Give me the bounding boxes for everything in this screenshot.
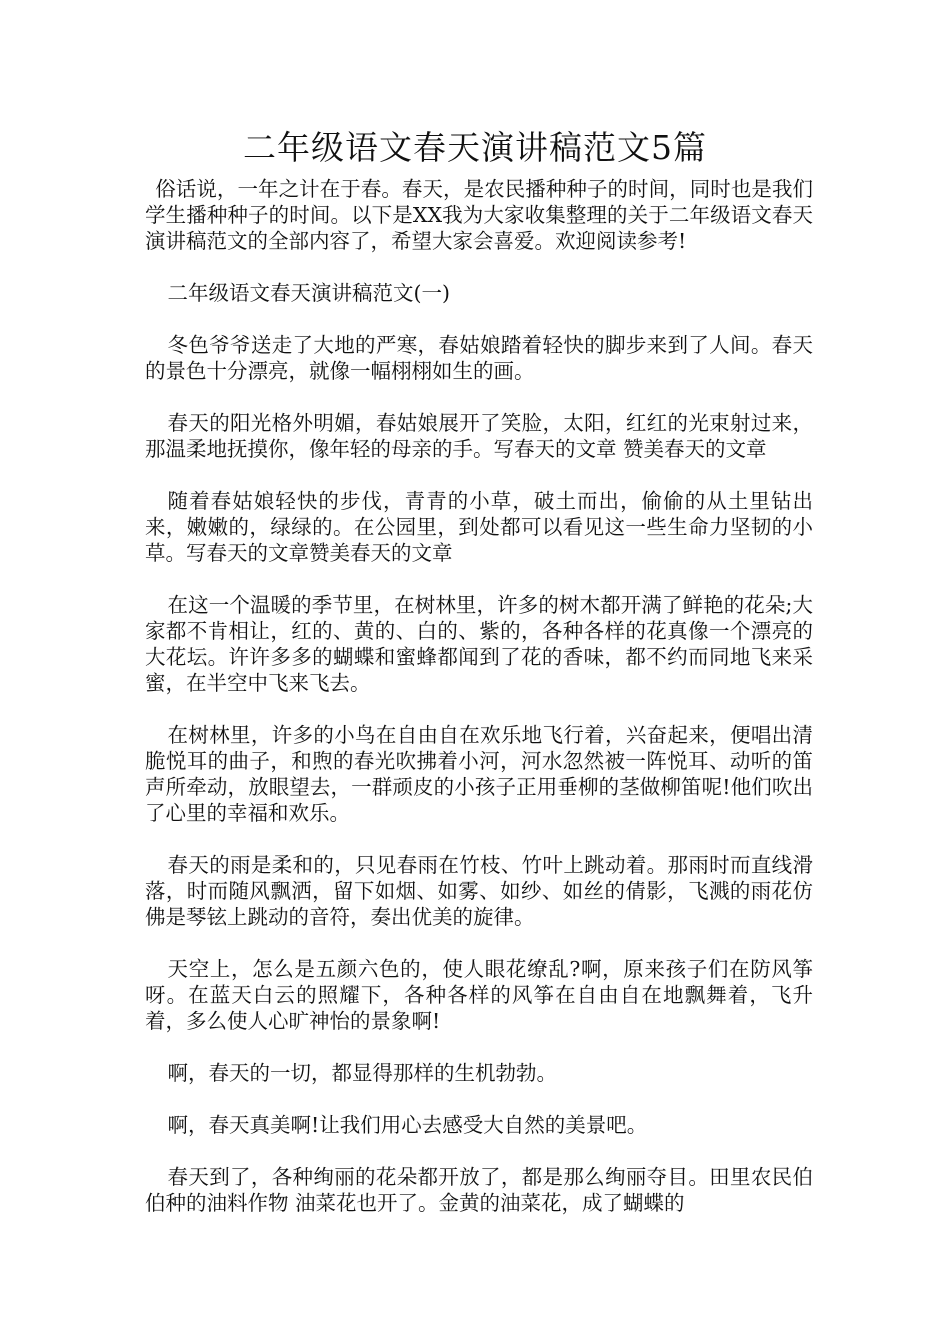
body-paragraph: 春天到了，各种绚丽的花朵都开放了，都是那么绚丽夺目。田里农民伯伯种的油料作物 油菜花也开了。金黄的油菜花，成了蝴蝶的 [145,1165,813,1215]
body-paragraph: 在树林里，许多的小鸟在自由自在欢乐地飞行着，兴奋起来，便唱出清脆悦耳的曲子，和煦的春光吹拂着小河，河水忽然被一阵悦耳、动听的笛声所牵动，放眼望去，一群顽皮的小孩子正用垂柳的茎做柳笛呢!他们吹出了心里的幸福和欢乐。 [145,723,813,825]
body-paragraph: 春天的雨是柔和的，只见春雨在竹枝、竹叶上跳动着。那雨时而直线滑落，时而随风飘洒，留下如烟、如雾、如纱、如丝的倩影，飞溅的雨花仿佛是琴铉上跳动的音符，奏出优美的旋律。 [145,853,813,929]
body-paragraph: 在这一个温暖的季节里，在树林里，许多的树木都开满了鲜艳的花朵;大家都不肯相让，红的、黄的、白的、紫的，各种各样的花真像一个漂亮的大花坛。许许多多的蝴蝶和蜜蜂都闻到了花的香味，都不约而同地飞来采蜜，在半空中飞来飞去。 [145,593,813,695]
body-paragraph: 冬色爷爷送走了大地的严寒，春姑娘踏着轻快的脚步来到了人间。春天的景色十分漂亮，就像一幅栩栩如生的画。 [145,333,813,383]
document-body [145,176,813,1216]
document-title: 二年级语文春天演讲稿范文5篇 [243,128,707,167]
intro-paragraph: 俗话说，一年之计在于春。春天，是农民播种种子的时间，同时也是我们学生播种种子的时间。以下是XX我为大家收集整理的关于二年级语文春天演讲稿范文的全部内容了，希望大家会喜爱。欢迎阅读参考! [145,177,813,253]
body-paragraph: 啊，春天的一切，都显得那样的生机勃勃。 [167,1061,558,1085]
body-paragraph: 随着春姑娘轻快的步伐，青青的小草，破土而出，偷偷的从土里钻出来，嫩嫩的，绿绿的。在公园里，到处都可以看见这一些生命力坚韧的小草。写春天的文章赞美春天的文章 [145,489,813,565]
body-paragraph: 春天的阳光格外明媚，春姑娘展开了笑脸，太阳，红红的光束射过来，那温柔地抚摸你，像年轻的母亲的手。写春天的文章 赞美春天的文章 [145,411,813,461]
body-paragraph: 啊，春天真美啊!让我们用心去感受大自然的美景吧。 [167,1113,648,1137]
body-paragraph: 天空上，怎么是五颜六色的，使人眼花缭乱?啊，原来孩子们在防风筝呀。在蓝天白云的照耀下，各种各样的风筝在自由自在地飘舞着，飞升着，多么使人心旷神怡的景象啊! [145,957,813,1033]
section-heading: 二年级语文春天演讲稿范文(一) [167,281,451,305]
